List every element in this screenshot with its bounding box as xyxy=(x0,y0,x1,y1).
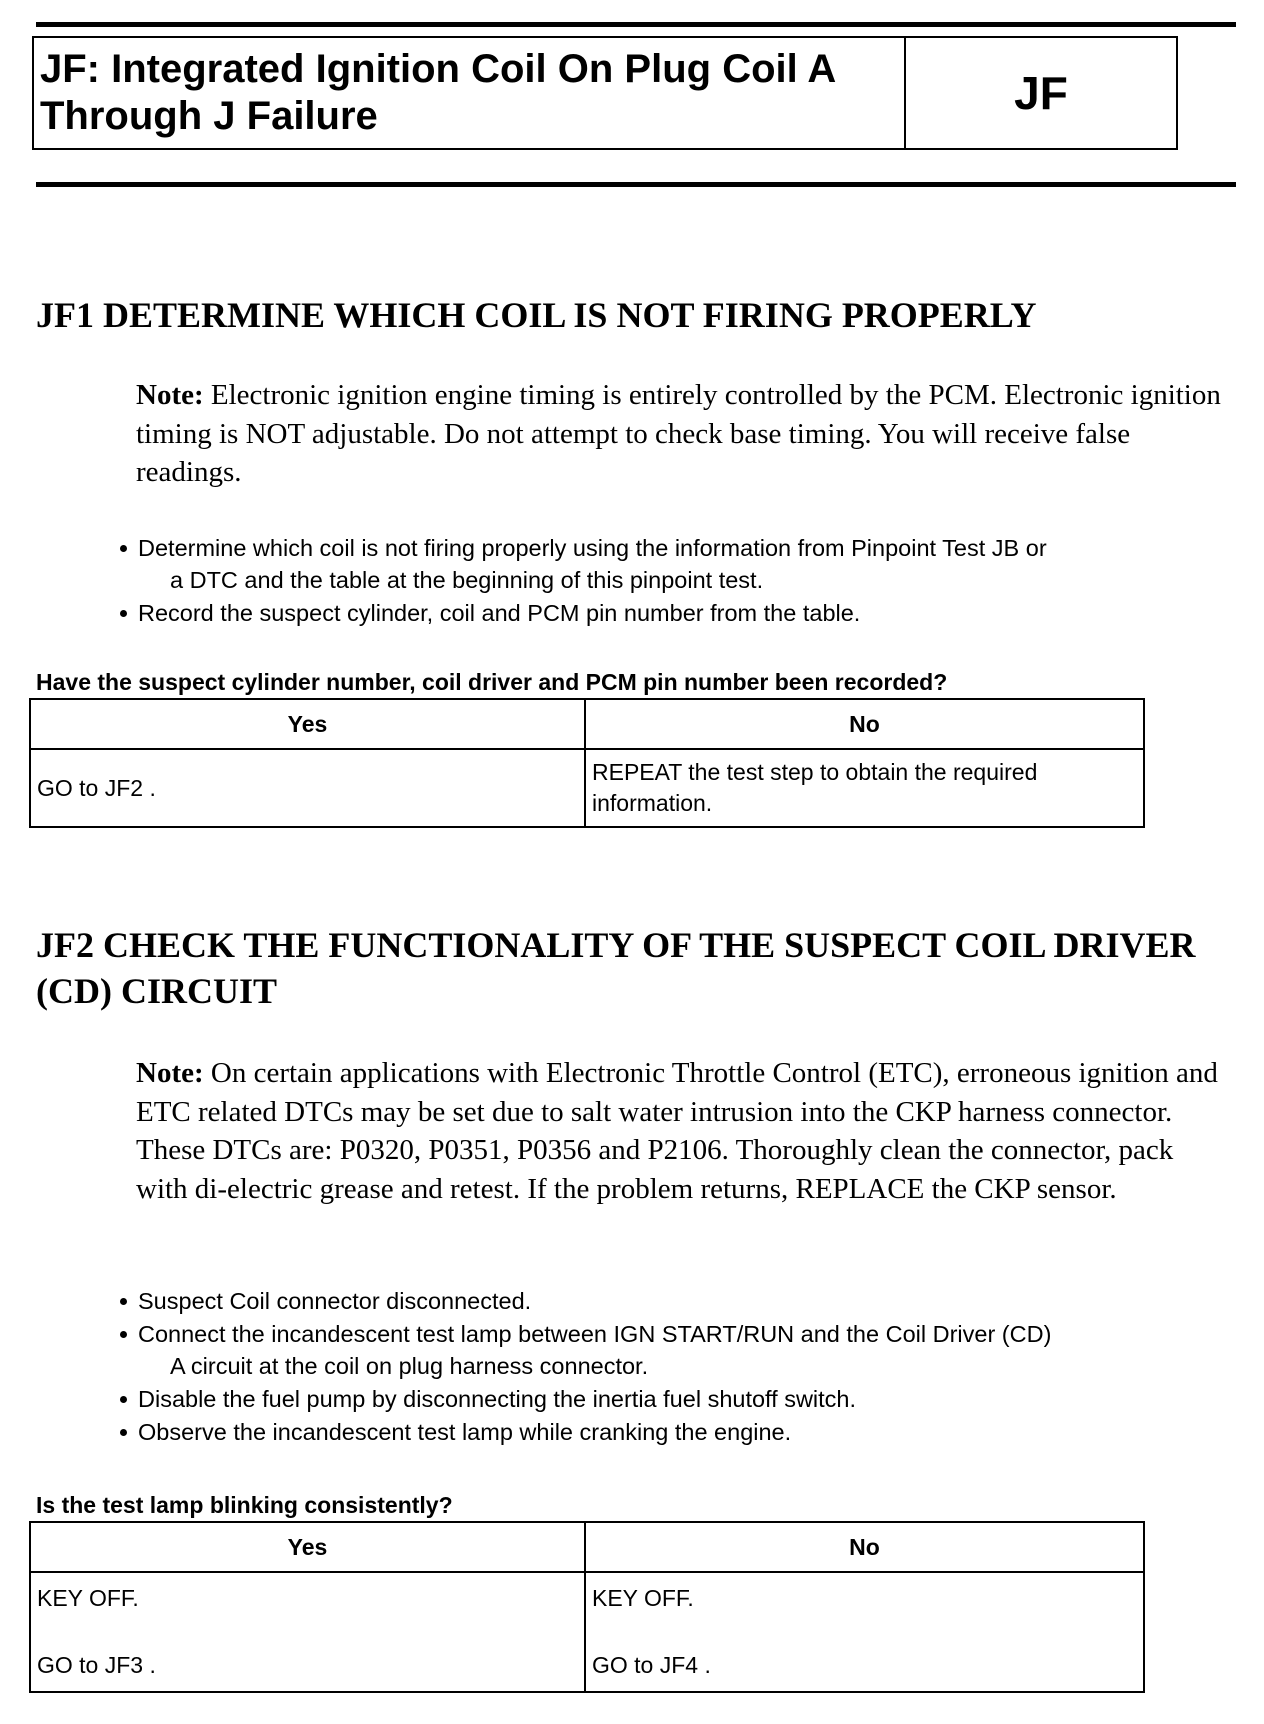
note-label: Note: xyxy=(136,1057,204,1089)
step-jf1-question: Have the suspect cylinder number, coil driver and PCM pin number been recorded? xyxy=(36,669,948,695)
step-jf2-question: Is the test lamp blinking consistently? xyxy=(36,1492,453,1518)
table-row xyxy=(30,749,1144,827)
note-text: On certain applications with Electronic Throttle Control (ETC), erroneous ignition and ETC related DTCs may be set due to salt water intrusion into the CKP harness connector. These DTCs are: P0320, P0351, P0356 and P2106. Thoroughly clean the connector, pack with di-electric grease and retest. If the problem returns, REPLACE the CKP sensor. xyxy=(136,1057,1218,1205)
step-jf2-note xyxy=(136,1054,1226,1208)
header-bottom-rule xyxy=(36,182,1236,187)
test-code: JF xyxy=(1014,67,1068,119)
step-jf2-heading: JF2 CHECK THE FUNCTIONALITY OF THE SUSPECT COIL DRIVER (CD) CIRCUIT xyxy=(36,925,1196,1011)
list-item: Suspect Coil connector disconnected. xyxy=(116,1285,1246,1317)
top-rule xyxy=(36,22,1236,27)
title-box xyxy=(32,36,1178,150)
no-header: No xyxy=(585,1522,1144,1572)
no-header: No xyxy=(585,699,1144,749)
list-item: Disable the fuel pump by disconnecting the inertia fuel shutoff switch. xyxy=(116,1383,1246,1415)
step-jf1-heading: JF1 DETERMINE WHICH COIL IS NOT FIRING PROPERLY xyxy=(36,295,1037,335)
list-item: Observe the incandescent test lamp while cranking the engine. xyxy=(116,1416,1246,1448)
page-title: JF: Integrated Ignition Coil On Plug Coil A Through J Failure xyxy=(34,38,906,148)
yes-header: Yes xyxy=(30,699,585,749)
note-label: Note: xyxy=(136,379,204,411)
step-jf2-bullets xyxy=(116,1285,1246,1449)
step-jf1-bullets xyxy=(116,532,1246,630)
list-item: Connect the incandescent test lamp between IGN START/RUN and the Coil Driver (CD) A circuit at the coil on plug harness connector. xyxy=(116,1318,1246,1382)
table-header-row xyxy=(30,699,1144,749)
no-cell: REPEAT the test step to obtain the required information. xyxy=(585,749,1144,827)
yes-header: Yes xyxy=(30,1522,585,1572)
note-text: Electronic ignition engine timing is entirely controlled by the PCM. Electronic ignition timing is NOT adjustable. Do not attempt to check base timing. You will receive false readings. xyxy=(136,379,1221,488)
yes-cell: GO to JF2 . xyxy=(30,749,585,827)
table-header-row xyxy=(30,1522,1144,1572)
list-item: Record the suspect cylinder, coil and PCM pin number from the table. xyxy=(116,597,1246,629)
list-item: Determine which coil is not firing properly using the information from Pinpoint Test JB or a DTC and the table at the beginning of this pinpoint test. xyxy=(116,532,1246,596)
step-jf1-note xyxy=(136,376,1226,492)
yes-cell: KEY OFF. GO to JF3 . xyxy=(30,1572,585,1692)
no-cell: KEY OFF. GO to JF4 . xyxy=(585,1572,1144,1692)
step-jf2-result-table xyxy=(29,1521,1145,1693)
step-jf1-result-table xyxy=(29,698,1145,828)
table-row xyxy=(30,1572,1144,1692)
